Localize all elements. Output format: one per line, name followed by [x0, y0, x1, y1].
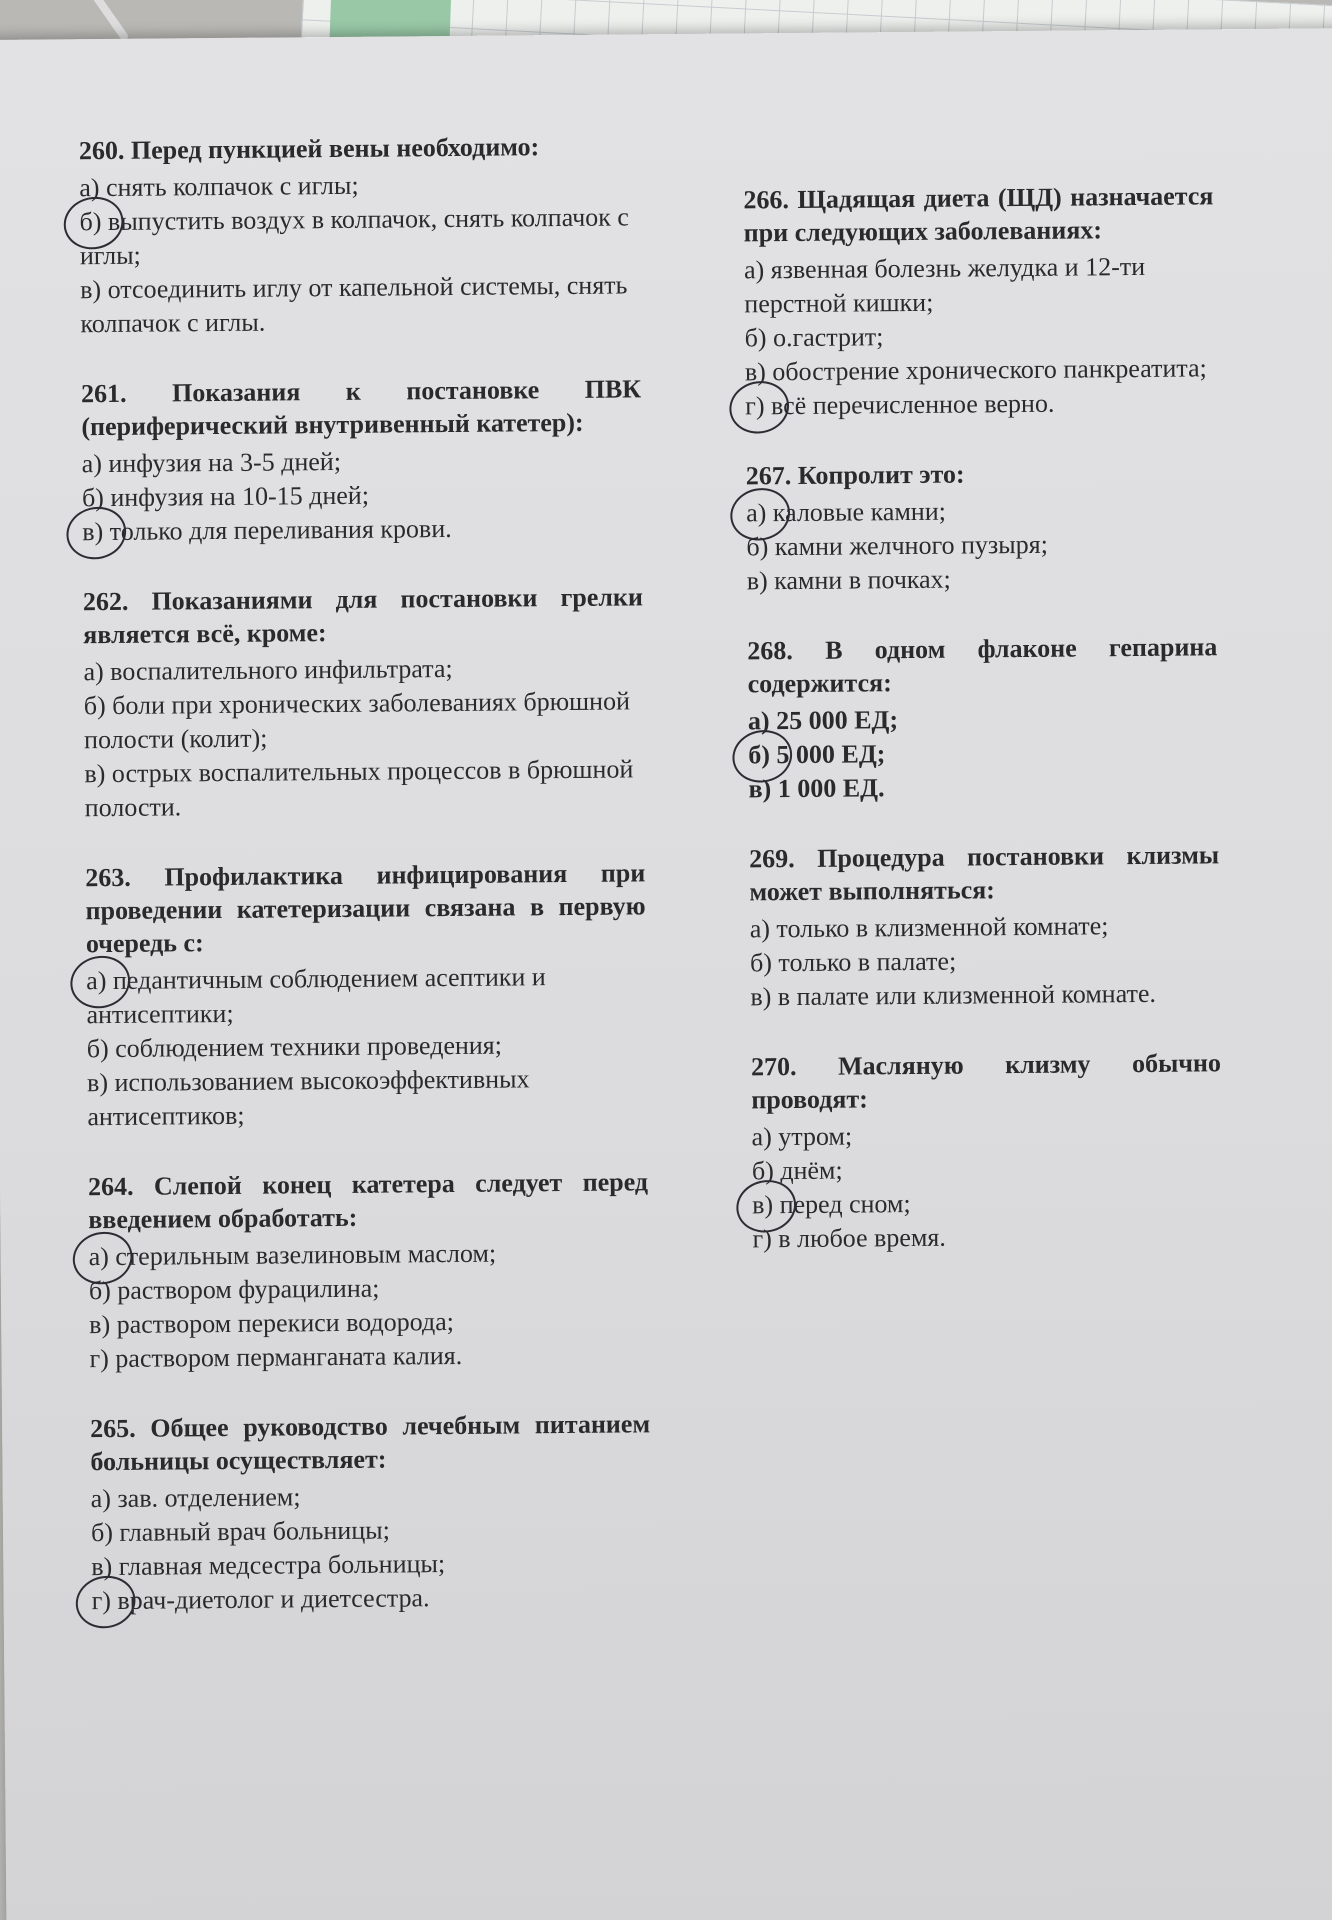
option-label: г) [752, 1224, 772, 1254]
option-text: главный врач больницы; [119, 1515, 390, 1547]
option-label: в) [84, 759, 106, 789]
option-text: утром; [778, 1121, 853, 1152]
option-label: г) [89, 1344, 109, 1374]
answer-option [82, 442, 642, 481]
answer-option [82, 476, 642, 515]
question-text: Копролит это: [797, 459, 965, 490]
background-cable [89, 0, 130, 42]
option-label: в) [86, 1068, 109, 1098]
answer-option [747, 560, 1217, 598]
answer-option [89, 1337, 649, 1376]
option-label: в) [752, 1190, 774, 1220]
answer-option [752, 1150, 1222, 1188]
option-label: а) [749, 914, 771, 944]
test-sheet [0, 28, 1332, 1920]
answer-option [744, 249, 1215, 321]
answer-option [752, 1184, 1222, 1222]
question-heading [751, 1046, 1222, 1116]
option-text: о.гастрит; [772, 322, 884, 353]
option-label: б) [746, 532, 769, 562]
question-text: Показаниями для постановки грелки является всё, кроме: [83, 582, 644, 650]
answer-option [89, 1303, 649, 1342]
question-block [79, 129, 641, 341]
option-label: б) [88, 1275, 111, 1306]
option-text: главная медсестра больницы; [118, 1549, 446, 1581]
option-text: перед сном; [779, 1189, 911, 1220]
option-text: 5 000 ЕД; [776, 739, 886, 770]
answer-option [82, 510, 642, 549]
answer-option [84, 752, 645, 825]
option-text: отсоединить иглу от капельной системы, снять колпачок с иглы. [80, 270, 628, 339]
option-label: в) [82, 517, 104, 547]
answer-option [89, 1269, 649, 1308]
option-label: б) [83, 691, 106, 721]
option-text: язвенная болезнь желудка и 12-ти перстной кишки; [744, 251, 1146, 319]
option-label: а) [79, 173, 100, 203]
option-text: инфузия на 3-5 дней; [108, 446, 342, 478]
answer-option [746, 526, 1216, 564]
option-text: острых воспалительных процессов в брюшной полости. [84, 754, 634, 823]
question-block [743, 179, 1215, 423]
answer-option [750, 976, 1220, 1014]
question-block [751, 1046, 1223, 1256]
option-label: а) [81, 449, 103, 479]
question-number: 268. [747, 636, 793, 666]
option-text: обострение хронического панкреатита; [772, 353, 1207, 387]
answer-option [91, 1477, 651, 1516]
option-label: б) [90, 1517, 114, 1548]
option-label: в) [744, 357, 766, 387]
option-label: а) [751, 1122, 772, 1152]
answer-option [79, 200, 640, 273]
question-number: 262. [82, 586, 129, 617]
option-label: б) [79, 207, 102, 237]
question-text: В одном флаконе гепарина содержится: [747, 632, 1218, 699]
answer-option [91, 1545, 651, 1584]
answer-option [88, 1235, 648, 1274]
question-block [83, 580, 645, 825]
answer-option [746, 492, 1216, 530]
answer-option [748, 700, 1218, 738]
option-text: 1 000 ЕД. [777, 773, 885, 804]
answer-option [748, 734, 1218, 772]
option-text: использованием высокоэффективных антисептиков; [87, 1064, 530, 1132]
answer-option [750, 908, 1220, 946]
option-text: раствором перекиси водорода; [116, 1307, 455, 1339]
option-label: в) [746, 566, 768, 596]
option-label: а) [90, 1484, 112, 1514]
question-text: Щадящая диета (ЩД) назначается при следующих заболеваниях: [743, 181, 1214, 248]
answer-option [80, 268, 641, 341]
answer-option [750, 942, 1220, 980]
question-number: 264. [87, 1171, 134, 1202]
answer-option [84, 684, 645, 757]
option-label: в) [80, 275, 102, 305]
question-heading [85, 856, 646, 960]
option-text: 25 000 ЕД; [776, 705, 899, 736]
question-heading [79, 129, 639, 167]
answer-option [744, 317, 1214, 355]
answer-option [87, 1027, 647, 1066]
question-heading [746, 455, 1216, 492]
question-number: 266. [743, 185, 790, 215]
option-text: инфузия на 10-15 дней; [110, 480, 370, 512]
question-block [90, 1407, 652, 1618]
question-heading [83, 580, 644, 651]
option-text: зав. отделением; [117, 1482, 301, 1513]
answer-option [751, 1116, 1221, 1154]
answer-option [86, 959, 647, 1032]
answer-option [91, 1511, 651, 1550]
option-text: врач-диетолог и диетсестра. [117, 1583, 430, 1615]
question-number: 269. [749, 844, 795, 874]
question-heading [88, 1165, 649, 1236]
question-heading [747, 630, 1218, 700]
answer-option [752, 1218, 1222, 1256]
option-label: в) [89, 1310, 111, 1340]
question-heading [749, 838, 1220, 908]
option-text: только для переливания крови. [109, 513, 452, 546]
option-label: а) [88, 1242, 109, 1272]
option-text: стерильным вазелиновым маслом; [115, 1238, 497, 1271]
option-label: б) [86, 1034, 109, 1064]
option-label: г) [91, 1586, 112, 1616]
option-text: в любое время. [778, 1222, 946, 1254]
question-text: Профилактика инфицирования при проведении катетеризации связана в первую очередь с: [85, 858, 646, 959]
question-text: Процедура постановки клизмы может выполняться: [749, 840, 1220, 907]
answer-option [745, 351, 1215, 389]
option-text: всё перечисленное верно. [770, 388, 1055, 421]
question-number: 270. [750, 1052, 797, 1082]
option-label: б) [749, 948, 773, 978]
option-label: а) [747, 706, 770, 736]
question-number: 267. [745, 461, 792, 491]
answer-option [83, 650, 643, 689]
option-text: выпустить воздух в колпачок, снять колпачок с иглы; [79, 202, 629, 271]
option-label: б) [748, 740, 771, 770]
left-column [79, 129, 652, 1654]
question-block [81, 372, 642, 549]
option-text: камни желчного пузыря; [774, 529, 1049, 562]
question-number: 260. [78, 135, 125, 166]
question-text: Общее руководство лечебным питанием больницы осуществляет: [90, 1409, 651, 1477]
option-text: раствором перманганата калия. [115, 1340, 463, 1373]
option-label: в) [750, 982, 772, 1012]
question-block [749, 838, 1220, 1014]
option-text: снять колпачок с иглы; [105, 170, 359, 202]
question-block [746, 455, 1217, 598]
question-text: Перед пункцией вены необходимо: [130, 132, 540, 165]
answer-option [91, 1579, 651, 1618]
question-heading [743, 179, 1214, 249]
question-number: 261. [80, 378, 127, 409]
option-text: раствором фурацилина; [117, 1273, 380, 1305]
option-label: а) [743, 255, 765, 285]
question-text: Слепой конец катетера следует перед введением обработать: [88, 1167, 649, 1235]
question-text: Масляную клизму обычно проводят: [751, 1048, 1222, 1115]
option-label: г) [745, 391, 765, 421]
option-label: б) [751, 1156, 774, 1186]
answer-option [748, 768, 1218, 806]
option-label: в) [748, 774, 772, 804]
option-text: только в палате; [778, 946, 957, 978]
option-text: днём; [780, 1155, 843, 1186]
option-label: б) [744, 323, 767, 353]
option-text: в палате или клизменной комнате. [777, 978, 1157, 1012]
question-block [88, 1165, 650, 1376]
option-label: в) [91, 1551, 113, 1582]
answer-option [87, 1061, 648, 1134]
option-label: а) [83, 657, 104, 687]
option-text: боли при хронических заболеваниях брюшной полости (колит); [83, 686, 631, 755]
option-text: педантичным соблюдением асептики и антисептики; [86, 962, 546, 1030]
question-number: 263. [85, 862, 131, 893]
answer-option [745, 385, 1215, 423]
question-block [85, 856, 647, 1134]
option-text: камни в почках; [774, 564, 951, 596]
option-text: только в клизменной комнате; [776, 911, 1109, 944]
option-text: соблюдением техники проведения; [115, 1030, 503, 1063]
question-block [747, 630, 1218, 806]
question-text: Показания к постановке ПВК (периферический внутривенный катетер): [81, 374, 642, 442]
option-text: воспалительного инфильтрата; [110, 653, 453, 686]
option-text: каловые камни; [772, 496, 947, 528]
right-column [743, 179, 1223, 1292]
question-heading [81, 372, 642, 443]
option-label: а) [86, 966, 107, 996]
question-number: 265. [89, 1413, 136, 1444]
option-label: а) [746, 498, 767, 528]
answer-option [79, 166, 639, 205]
option-label: б) [81, 483, 105, 513]
question-heading [90, 1407, 651, 1478]
